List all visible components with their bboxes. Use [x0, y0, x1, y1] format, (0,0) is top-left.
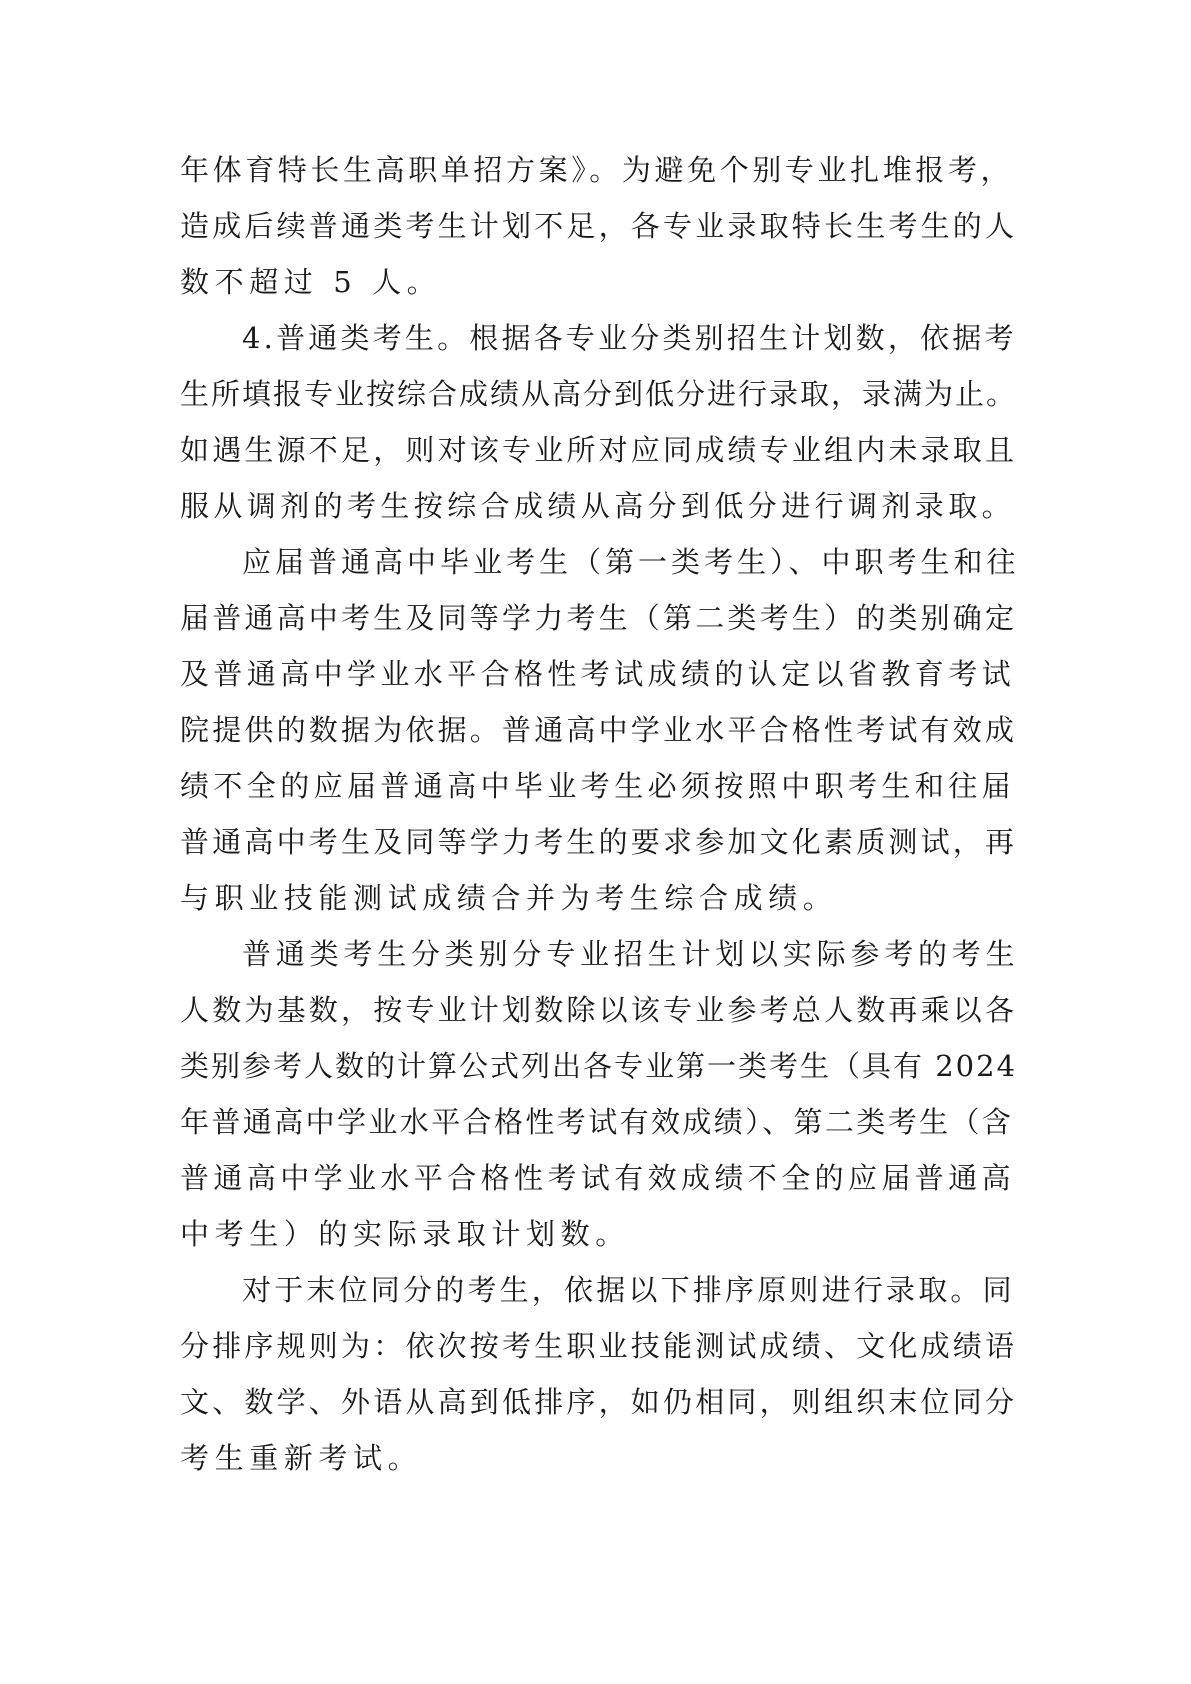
paragraph-4-line-1: 普通类考生分类别分专业招生计划以实际参考的考生: [242, 937, 1020, 971]
paragraph-4-line-2: 人数为基数，按专业计划数除以该专业参考总人数再乘以各: [180, 993, 1018, 1027]
paragraph-5-line-4: 考生重新考试。: [180, 1441, 423, 1475]
paragraph-5-line-3: 文、数学、外语从高到低排序，如仍相同，则组织末位同分: [180, 1385, 1018, 1419]
paragraph-5-line-2: 分排序规则为：依次按考生职业技能测试成绩、文化成绩语: [180, 1329, 1018, 1363]
paragraph-3-line-3: 及普通高中学业水平合格性考试成绩的认定以省教育考试: [180, 657, 1016, 691]
paragraph-1-line-1: 年体育特长生高职单招方案》。为避免个别专业扎堆报考，: [180, 153, 1014, 187]
paragraph-1-line-2: 造成后续普通类考生计划不足，各专业录取特长生考生的人: [180, 209, 1018, 243]
paragraph-2-line-1: 4.普通类考生。根据各专业分类别招生计划数，依据考: [242, 321, 1017, 355]
paragraph-4-line-5: 普通高中学业水平合格性考试有效成绩不全的应届普通高: [180, 1161, 1016, 1195]
paragraph-1-line-3: 数不超过 5 人。: [180, 265, 442, 299]
paragraph-3-line-6: 普通高中考生及同等学力考生的要求参加文化素质测试，再: [180, 825, 1018, 859]
paragraph-2-line-4: 服从调剂的考生按综合成绩从高分到低分进行调剂录取。: [180, 489, 1016, 523]
paragraph-2-line-2: 生所填报专业按综合成绩从高分到低分进行录取，录满为止。: [180, 377, 1018, 411]
paragraph-3-line-7: 与职业技能测试成绩合并为考生综合成绩。: [180, 881, 838, 915]
paragraph-4-line-4: 年普通高中学业水平合格性考试有效成绩）、第二类考生（含: [180, 1105, 1014, 1139]
paragraph-5-line-1: 对于末位同分的考生，依据以下排序原则进行录取。同: [242, 1273, 1015, 1307]
paragraph-4-line-3: 类别参考人数的计算公式列出各专业第一类考生（具有 2024: [180, 1049, 1018, 1083]
paragraph-3-line-2: 届普通高中考生及同等学力考生（第二类考生）的类别确定: [180, 601, 1018, 635]
paragraph-3-line-4: 院提供的数据为依据。普通高中学业水平合格性考试有效成: [180, 713, 1018, 747]
paragraph-3-line-5: 绩不全的应届普通高中毕业考生必须按照中职考生和往届: [180, 769, 1016, 803]
paragraph-2-line-3: 如遇生源不足，则对该专业所对应同成绩专业组内未录取且: [180, 433, 1018, 467]
paragraph-3-line-1: 应届普通高中毕业考生（第一类考生）、中职考生和往: [242, 545, 1020, 579]
paragraph-4-line-6: 中考生）的实际录取计划数。: [180, 1217, 630, 1251]
